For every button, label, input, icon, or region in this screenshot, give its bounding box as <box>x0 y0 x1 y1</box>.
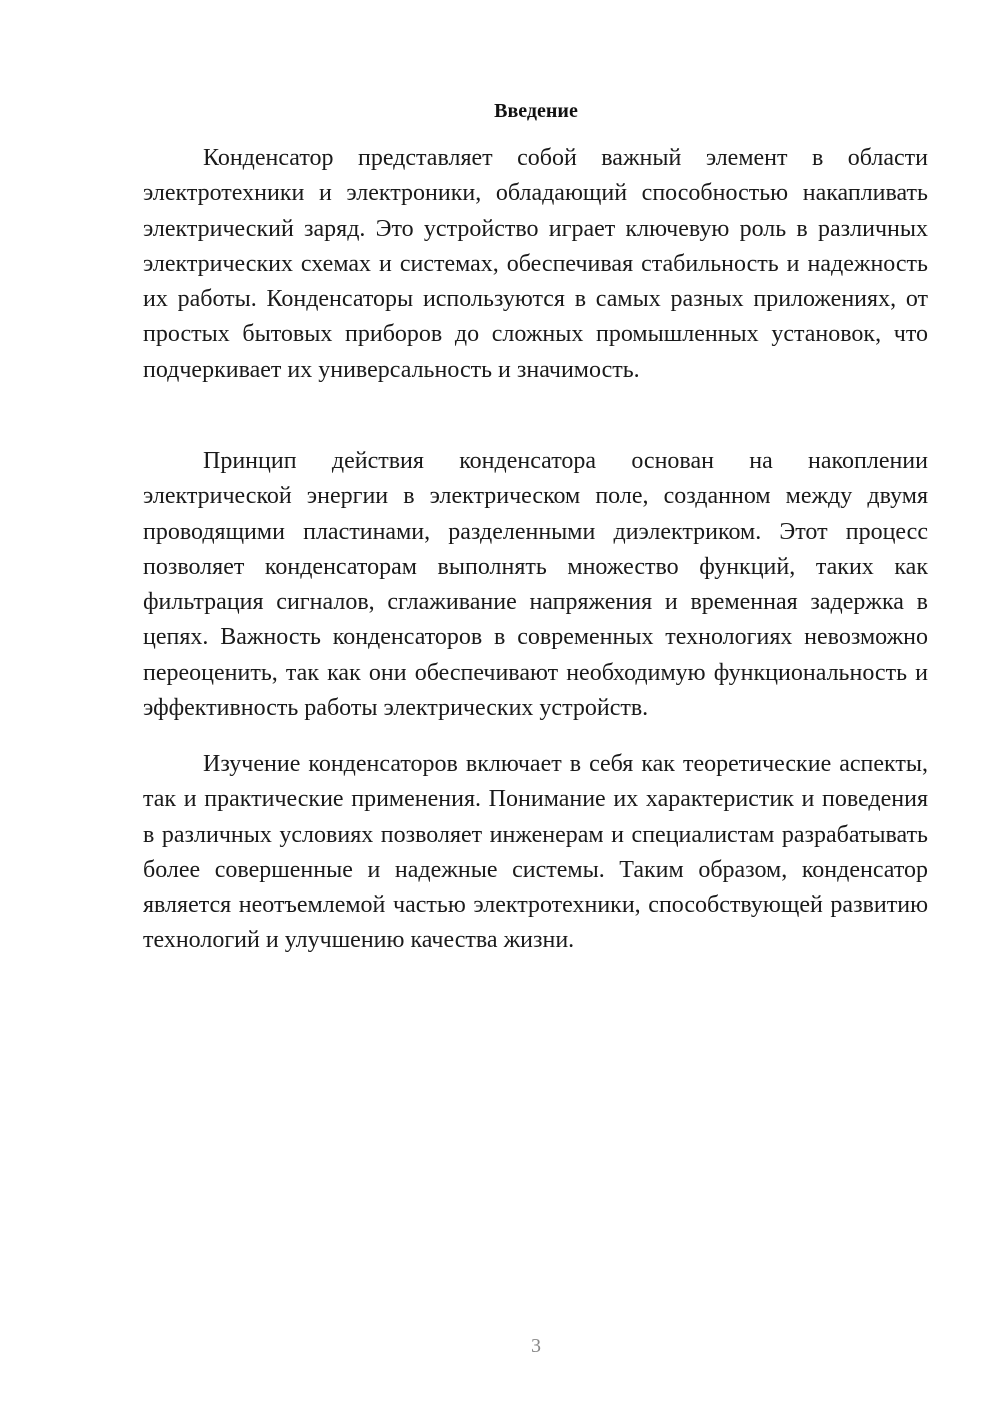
paragraph-intro: Конденсатор представляет собой важный элемент в области электротехники и электроники, обладающий способностью накапливать электрический заряд. Это устройство играет ключевую роль в различных электрических схемах и системах, обеспечивая стабильность и надежность их работы. Конденсаторы используются в самых разных приложениях, от простых бытовых приборов до сложных промышленных установок, что подчеркивает их универсальность и значимость. <box>143 145 928 383</box>
section-heading: Введение <box>494 100 578 122</box>
paragraph-study: Изучение конденсаторов включает в себя как теоретические аспекты, так и практические применения. Понимание их характеристик и поведения в различных условиях позволяет инженерам и специалистам разрабатывать более совершенные и надежные системы. Таким образом, конденсатор является неотъемлемой частью электротехники, способствующей развитию технологий и улучшению качества жизни. <box>143 751 928 954</box>
paragraph-principle: Принцип действия конденсатора основан на накоплении электрической энергии в электрическом поле, созданном между двумя проводящими пластинами, разделенными диэлектриком. Этот процесс позволяет конденсаторам выполнять множество функций, таких как фильтрация сигналов, сглаживание напряжения и временная задержка в цепях. Важность конденсаторов в современных технологиях невозможно переоценить, так как они обеспечивают необходимую функциональность и эффективность работы электрических устройств. <box>143 448 928 722</box>
page-number: 3 <box>531 1335 541 1357</box>
